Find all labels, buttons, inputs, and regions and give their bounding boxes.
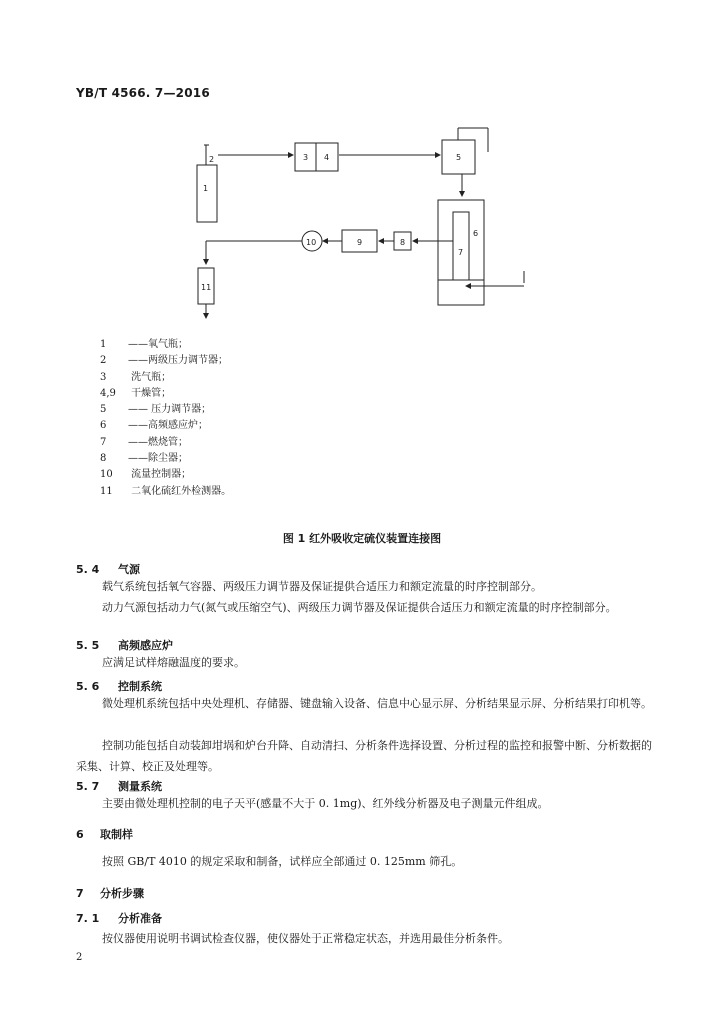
figure-legend bbox=[100, 337, 231, 500]
para-5-4-a: 载气系统包括氧气容器、两级压力调节器及保证提供合适压力和额定流量的时序控制部分。 bbox=[102, 580, 542, 593]
legend-item: 8 ——除尘器； bbox=[100, 453, 188, 465]
oxygen-cylinder-box bbox=[197, 165, 217, 222]
legend-item: 3 洗气瓶； bbox=[100, 371, 172, 383]
combustion-tube-box bbox=[453, 212, 469, 280]
label-9: 9 bbox=[357, 238, 363, 247]
legend-item: 1 ——氧气瓶； bbox=[100, 339, 188, 350]
section-5-5-heading: 5. 5 高频感应炉 bbox=[76, 639, 173, 652]
label-2: 2 bbox=[209, 155, 215, 164]
para-5-6-a: 微处理机系统包括中央处理机、存储器、键盘输入设备、信息中心显示屏、分析结果显示屏、分析结果打印机等。 bbox=[102, 697, 652, 710]
para-7-1: 按仪器使用说明书调试检查仪器，使仪器处于正常稳定状态，并选用最佳分析条件。 bbox=[102, 932, 509, 945]
para-6: 按照 GB/T 4010 的规定采取和制备，试样应全部通过 0. 125mm 筛孔。 bbox=[102, 855, 463, 868]
legend-item: 11 二氧化硫红外检测器。 bbox=[100, 485, 232, 497]
label-4: 4 bbox=[324, 153, 330, 162]
label-3: 3 bbox=[303, 153, 309, 162]
legend-item: 4,9 干燥管； bbox=[100, 387, 172, 399]
section-5-7-heading: 5. 7 测量系统 bbox=[76, 780, 162, 793]
label-1: 1 bbox=[203, 184, 209, 193]
section-5-4-heading: 5. 4 气源 bbox=[76, 563, 140, 576]
label-10: 10 bbox=[306, 238, 317, 247]
para-5-6-b: 控制功能包括自动装卸坩埚和炉台升降、自动清扫、分析条件选择设置、分析过程的监控和报警中断、分析数据的采集、计算、校正及处理等。 bbox=[76, 739, 652, 773]
para-5-4-b: 动力气源包括动力气(氮气或压缩空气)、两级压力调节器及保证提供合适压力和额定流量的时序控制部分。 bbox=[102, 601, 617, 614]
section-5-6-heading: 5. 6 控制系统 bbox=[76, 680, 162, 693]
label-11: 11 bbox=[201, 283, 212, 292]
para-5-7: 主要由微处理机控制的电子天平(感量不大于 0. 1mg)、红外线分析器及电子测量元件组成。 bbox=[102, 797, 549, 810]
legend-item: 10 流量控制器； bbox=[100, 469, 192, 481]
section-7-heading: 7 分析步骤 bbox=[76, 887, 144, 900]
label-7: 7 bbox=[458, 248, 464, 257]
legend-item: 2 ——两级压力调节器； bbox=[100, 355, 228, 367]
page-number: 2 bbox=[76, 952, 83, 963]
legend-item: 6 ——高频感应炉； bbox=[100, 420, 208, 432]
label-5: 5 bbox=[456, 153, 462, 162]
standard-number-header: YB/T 4566. 7—2016 bbox=[76, 86, 210, 100]
label-8: 8 bbox=[400, 238, 406, 247]
section-7-1-heading: 7. 1 分析准备 bbox=[76, 912, 162, 925]
label-6: 6 bbox=[473, 229, 479, 238]
para-5-5: 应满足试样熔融温度的要求。 bbox=[102, 656, 245, 669]
legend-item: 7 ——燃烧管； bbox=[100, 436, 188, 448]
figure-caption: 图 1 红外吸收定硫仪装置连接图 bbox=[282, 532, 442, 545]
apparatus-connection-diagram bbox=[0, 0, 724, 340]
legend-item: 5 —— 压力调节器； bbox=[100, 404, 212, 416]
section-6-heading: 6 取制样 bbox=[76, 828, 133, 841]
